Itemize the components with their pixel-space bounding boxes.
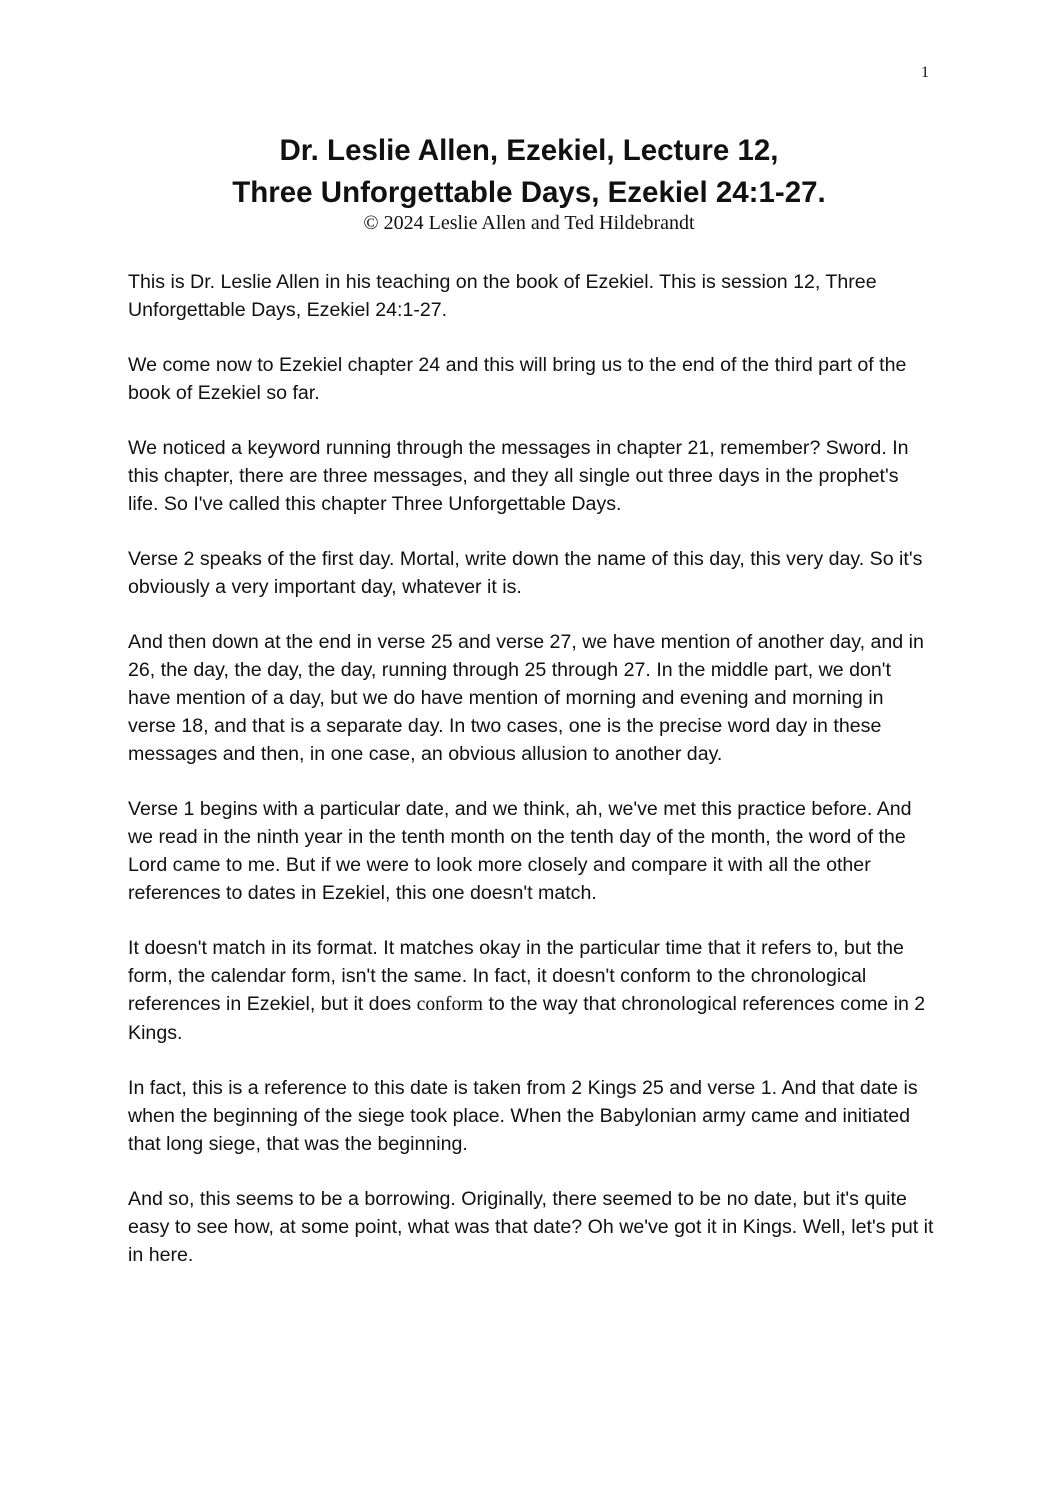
- paragraph-9: And so, this seems to be a borrowing. Originally, there seemed to be no date, but it's quite easy to see how, at some point, what was that date? Oh we've got it in Kings. Well, let's put it in here.: [128, 1188, 934, 1266]
- paragraph-7: [128, 934, 934, 1047]
- paragraph-5: And then down at the end in verse 25 and verse 27, we have mention of another day, and in 26, the day, the day, the day, running through 25 through 27. In the middle part, we don't have mention of a day, but we do have mention of morning and evening and morning in verse 18, and that is a separate day. In two cases, one is the precise word day in these messages and then, in one case, an obvious allusion to another day.: [128, 631, 924, 765]
- lecture-title-line-2: Three Unforgettable Days, Ezekiel 24:1-27.: [232, 176, 826, 209]
- lecture-title-line-1: Dr. Leslie Allen, Ezekiel, Lecture 12,: [279, 134, 779, 167]
- page-number: 1: [921, 64, 929, 81]
- paragraph-6: Verse 1 begins with a particular date, and we think, ah, we've met this practice before. And we read in the ninth year in the tenth month on the tenth day of the month, the word of the Lord came to me. But if we were to look more closely and compare it with all the other references to dates in Ezekiel, this one doesn't match.: [128, 798, 912, 904]
- title-block: [0, 130, 1058, 236]
- paragraph-1: This is Dr. Leslie Allen in his teaching on the book of Ezekiel. This is session 12, Three Unforgettable Days, Ezekiel 24:1-27.: [128, 271, 877, 321]
- paragraph-7-text-start: It doesn't match in its format. It matches okay in the particular time that it refers to, but the form, the calendar form, isn't the same. In fact, it doesn't conform to the chronological references in Ezekiel, but it does: [128, 937, 904, 1015]
- lecture-transcript: [128, 268, 934, 1296]
- paragraph-8: In fact, this is a reference to this date is taken from 2 Kings 25 and verse 1. And that date is when the beginning of the siege took place. When the Babylonian army came and initiated that long siege, that was the beginning.: [128, 1077, 918, 1155]
- paragraph-3: We noticed a keyword running through the messages in chapter 21, remember? Sword. In this chapter, there are three messages, and they all single out three days in the prophet's life. So I've called this chapter Three Unforgettable Days.: [128, 437, 909, 515]
- paragraph-7-text-end: to the way that chronological references come in 2 Kings.: [128, 993, 926, 1044]
- paragraph-2: We come now to Ezekiel chapter 24 and this will bring us to the end of the third part of the book of Ezekiel so far.: [128, 354, 907, 404]
- copyright-notice: © 2024 Leslie Allen and Ted Hildebrandt: [363, 212, 695, 234]
- paragraph-7-serif-word: conform: [416, 994, 484, 1015]
- paragraph-4: Verse 2 speaks of the first day. Mortal, write down the name of this day, this very day. So it's obviously a very important day, whatever it is.: [128, 548, 923, 598]
